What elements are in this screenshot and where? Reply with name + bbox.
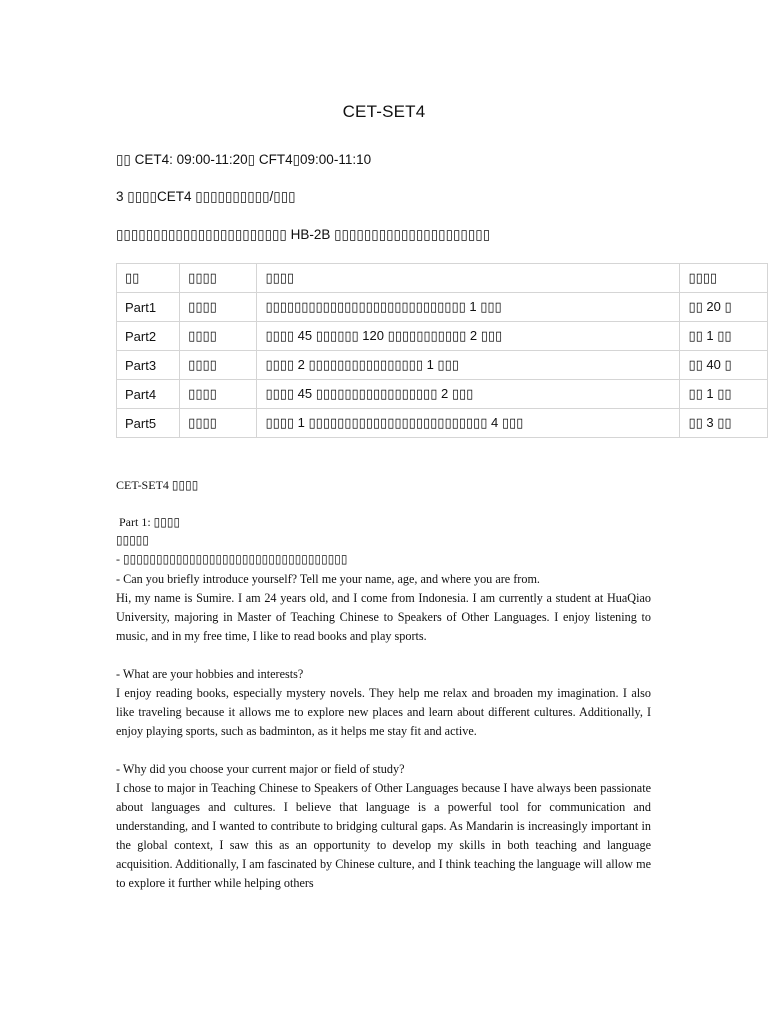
table-cell: ▯▯▯▯ — [180, 380, 257, 409]
table-row — [117, 409, 768, 438]
exam-format-line: 3 ▯▯▯▯CET4 ▯▯▯▯▯▯▯▯▯▯/▯▯▯ — [116, 189, 296, 204]
intro-line: - ▯▯▯▯▯▯▯▯▯▯▯▯▯▯▯▯▯▯▯▯▯▯▯▯▯▯▯▯▯▯▯▯▯▯ — [116, 552, 348, 566]
exam-structure-table — [116, 263, 768, 438]
table-cell: ▯▯▯▯ 45 ▯▯▯▯▯▯▯▯▯▯▯▯▯▯▯▯▯ 2 ▯▯▯ — [257, 380, 680, 409]
table-cell: ▯▯▯▯ — [180, 409, 257, 438]
table-cell: ▯▯▯▯ — [180, 351, 257, 380]
table-cell: ▯▯▯▯ 45 ▯▯▯▯▯▯ 120 ▯▯▯▯▯▯▯▯▯▯▯ 2 ▯▯▯ — [257, 322, 680, 351]
table-row — [117, 322, 768, 351]
table-cell: Part3 — [117, 351, 180, 380]
table-cell: Part4 — [117, 380, 180, 409]
part1-heading: Part 1: ▯▯▯▯ — [119, 515, 181, 529]
table-row — [117, 351, 768, 380]
table-header-cell: ▯▯▯▯ — [257, 264, 680, 293]
table-cell: ▯▯▯▯ — [180, 293, 257, 322]
table-header-cell: ▯▯▯▯ — [180, 264, 257, 293]
answer-text: I chose to major in Teaching Chinese to Speakers of Other Languages because I have always been passionate about languages and cultures. I believe that language is a powerful tool for communication and understanding, and I wanted to contribute to bridging cultural gaps. As Mandarin is increasingly important in the global context, I saw this as an opportunity to develop my skills in both teaching and language acquisition. Additionally, I am fascinated by Chinese culture, and I think teaching the language will allow me to explore it further while helping others — [116, 781, 651, 890]
exam-instruction-line: ▯▯▯▯▯▯▯▯▯▯▯▯▯▯▯▯▯▯▯▯▯▯▯ HB-2B ▯▯▯▯▯▯▯▯▯▯▯▯▯▯▯▯▯▯▯▯▯ — [116, 227, 491, 242]
answer-text: I enjoy reading books, especially mystery novels. They help me relax and broaden my imagination. I also like traveling because it allows me to explore new places and learn about different cultures. Additionally, I enjoy playing sports, such as badminton, as it helps me stay fit and active. — [116, 686, 651, 738]
table-cell: ▯▯ 20 ▯ — [680, 293, 768, 322]
table-cell: Part2 — [117, 322, 180, 351]
document-title: CET-SET4 — [342, 102, 426, 121]
table-cell: ▯▯▯▯ 1 ▯▯▯▯▯▯▯▯▯▯▯▯▯▯▯▯▯▯▯▯▯▯▯▯▯ 4 ▯▯▯ — [257, 409, 680, 438]
qa-block — [116, 570, 651, 893]
paragraph-gap — [116, 646, 651, 665]
subsection-title: ▯▯▯▯▯ — [116, 533, 150, 547]
table-row — [117, 293, 768, 322]
table-cell: ▯▯ 1 ▯▯ — [680, 322, 768, 351]
table-cell: Part5 — [117, 409, 180, 438]
table-cell: Part1 — [117, 293, 180, 322]
exam-time-line: ▯▯ CET4: 09:00-11:20▯ CFT4▯09:00-11:10 — [116, 152, 372, 167]
answer-text: Hi, my name is Sumire. I am 24 years old, and I come from Indonesia. I am currently a student at HuaQiao University, majoring in Master of Teaching Chinese to Speakers of Other Languages. I enjoy listening to music, and in my free time, I like to read books and play sports. — [116, 591, 651, 643]
table-cell: ▯▯ 40 ▯ — [680, 351, 768, 380]
table-cell: ▯▯▯▯ — [180, 322, 257, 351]
table-row — [117, 380, 768, 409]
table-cell: ▯▯▯▯▯▯▯▯▯▯▯▯▯▯▯▯▯▯▯▯▯▯▯▯▯▯▯▯ 1 ▯▯▯ — [257, 293, 680, 322]
question-text: - Can you briefly introduce yourself? Tell me your name, age, and where you are from. — [116, 572, 540, 586]
paragraph-gap — [116, 741, 651, 760]
table-header-cell: ▯▯ — [117, 264, 180, 293]
question-text: - What are your hobbies and interests? — [116, 667, 304, 681]
table-header-row — [117, 264, 768, 293]
table-header-cell: ▯▯▯▯ — [680, 264, 768, 293]
table-cell: ▯▯▯▯ 2 ▯▯▯▯▯▯▯▯▯▯▯▯▯▯▯▯ 1 ▯▯▯ — [257, 351, 680, 380]
section-title: CET-SET4 ▯▯▯▯ — [116, 478, 199, 492]
question-text: - Why did you choose your current major or field of study? — [116, 762, 405, 776]
table-cell: ▯▯ 1 ▯▯ — [680, 380, 768, 409]
table-cell: ▯▯ 3 ▯▯ — [680, 409, 768, 438]
